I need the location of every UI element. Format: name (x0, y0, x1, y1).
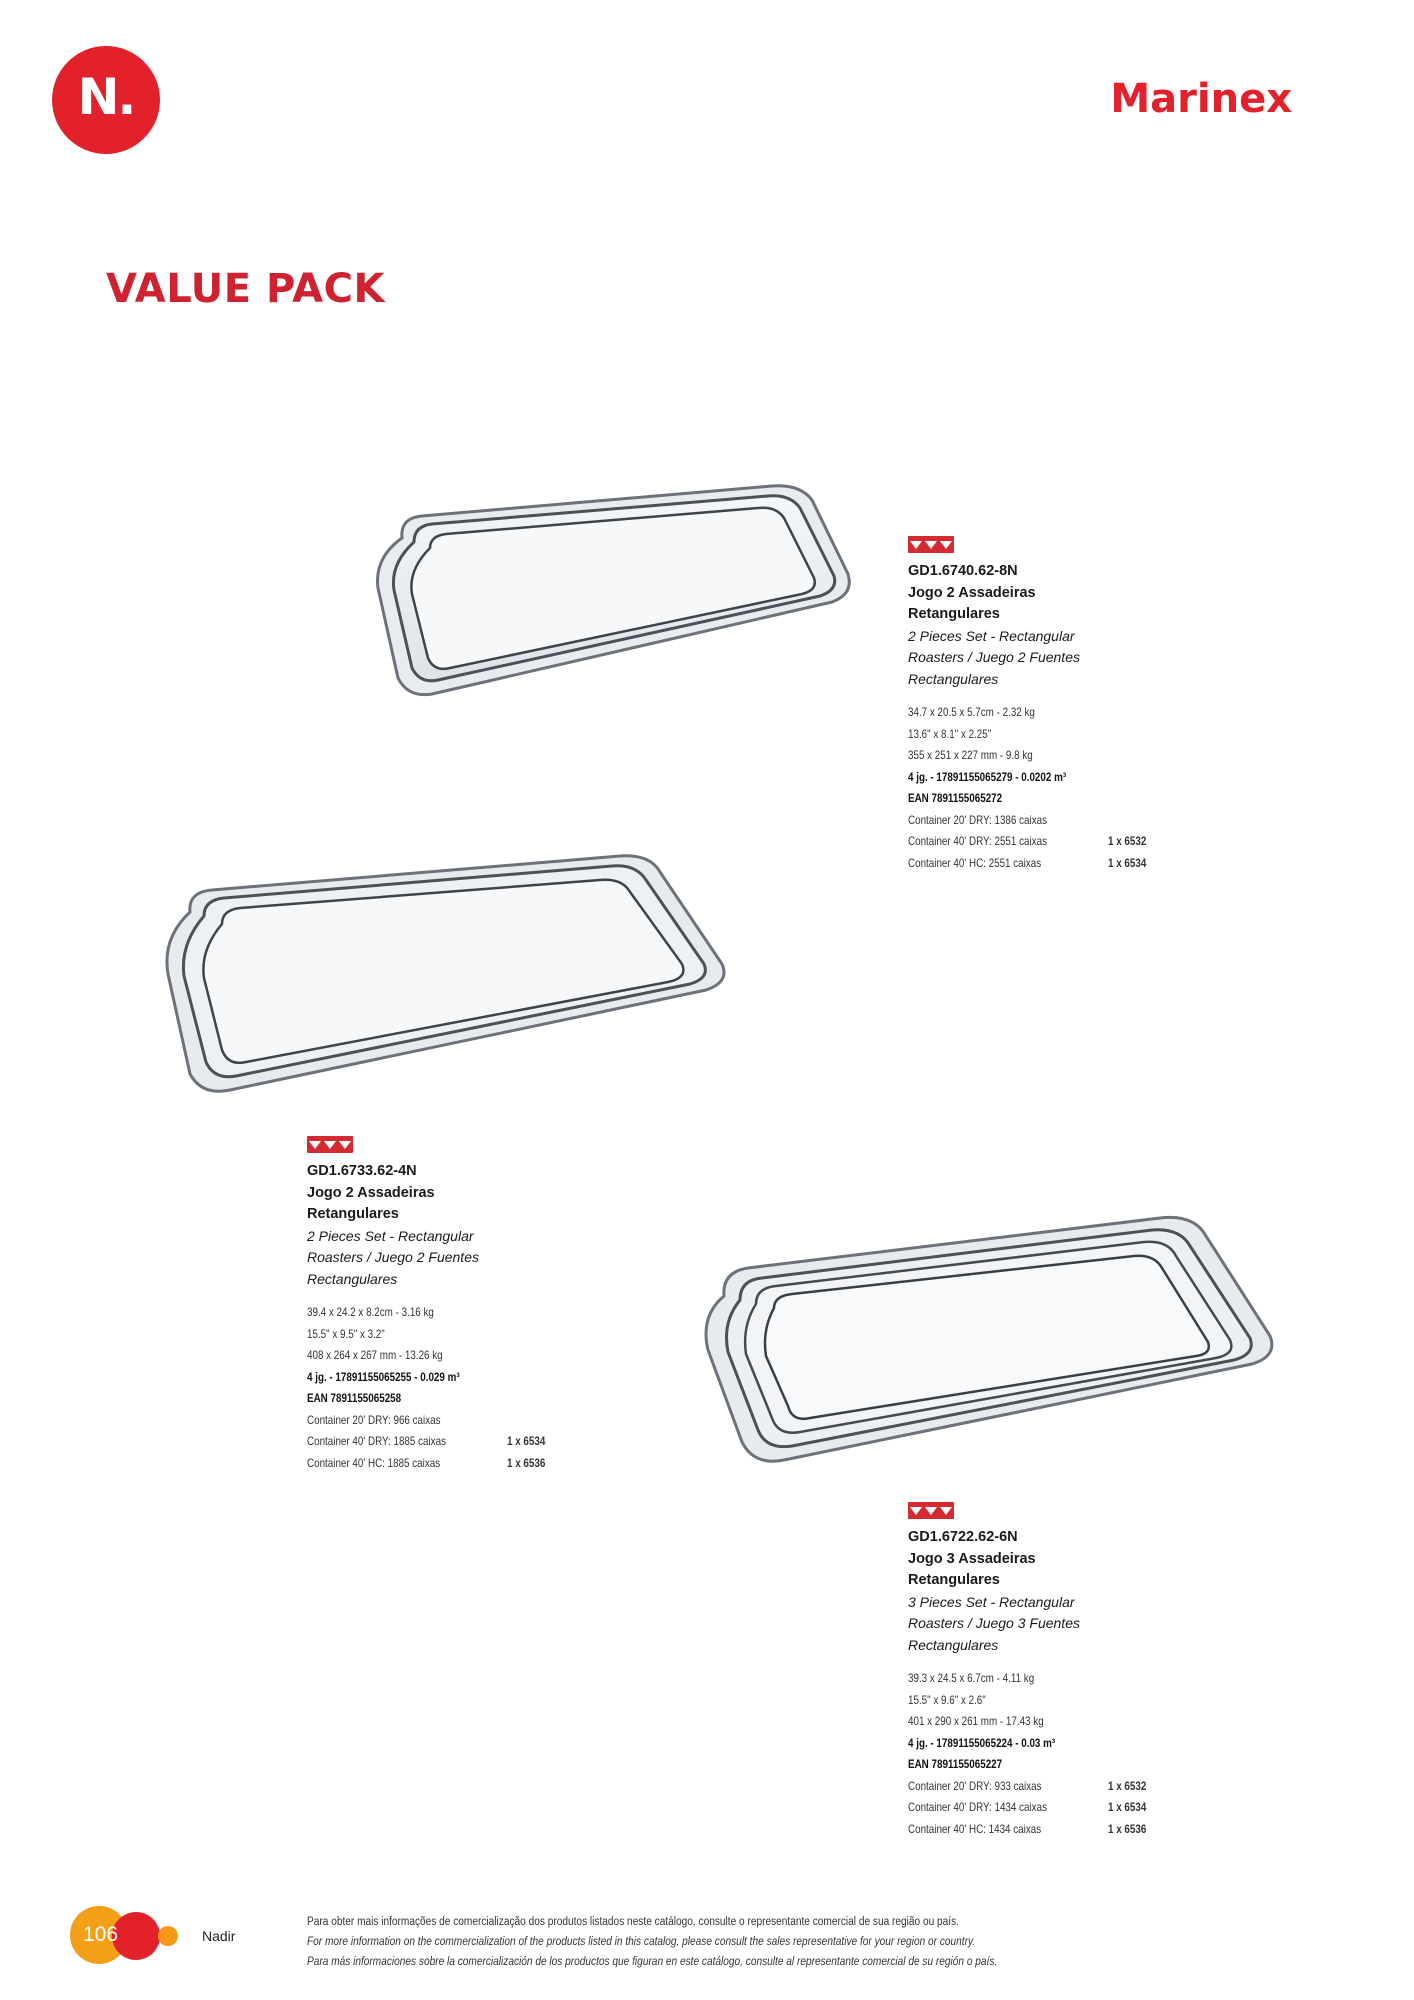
spec-row (908, 1668, 1168, 1690)
spec-text: EAN 7891155065227 (908, 1757, 1003, 1771)
spec-row (908, 788, 1168, 810)
product-name-en: 2 Pieces Set - Rectangular (307, 1227, 474, 1244)
product-image-2-roasters-small (372, 478, 852, 708)
product-name-en-3: Rectangulares (307, 1270, 398, 1287)
spec-text: 4 jg. - 17891155065279 - 0.0202 m³ (908, 769, 1067, 784)
product-info-gd1-6722 (908, 1502, 1168, 1840)
disclaimer (307, 1912, 1091, 1972)
spec-row (307, 1345, 567, 1367)
product-image-2-roasters-large (160, 850, 730, 1100)
spec-qty: 1 x 6536 (1108, 1821, 1147, 1836)
spec-text: Container 40' DRY: 1434 caixas (908, 1800, 1048, 1814)
page-number: 106 (83, 1923, 119, 1946)
quality-badge-icon (908, 536, 954, 553)
spec-text: Container 20' DRY: 1386 caixas (908, 812, 1048, 827)
product-name-en: 3 Pieces Set - Rectangular (908, 1593, 1075, 1610)
product-name-en-2: Roasters / Juego 3 Fuentes (908, 1615, 1080, 1631)
spec-text: 15.5" x 9.6" x 2.6" (908, 1692, 986, 1707)
footer-brand: Nadir (202, 1928, 236, 1944)
spec-row (908, 702, 1168, 724)
spec-text: 39.3 x 24.5 x 6.7cm - 4.11 kg (908, 1671, 1035, 1685)
spec-text: 4 jg. - 17891155065255 - 0.029 m³ (307, 1369, 460, 1384)
spec-list (908, 1668, 1168, 1840)
disclaimer-es: Para más informaciones sobre la comercialización de los productos que figuran en este catálogo, consulte al representante comercial de su región o país. (307, 1956, 998, 1968)
spec-row (908, 1711, 1168, 1733)
spec-row (908, 853, 1168, 875)
spec-row (307, 1453, 567, 1475)
spec-text: 355 x 251 x 227 mm - 9.8 kg (908, 748, 1033, 762)
product-name-pt-2: Retangulares (908, 606, 1000, 622)
product-code: GD1.6740.62-8N (908, 563, 1018, 579)
spec-text: 34.7 x 20.5 x 5.7cm - 2.32 kg (908, 705, 1035, 719)
spec-row (908, 1690, 1168, 1712)
spec-text: Container 20' DRY: 966 caixas (307, 1412, 441, 1427)
spec-text: 408 x 264 x 267 mm - 13.26 kg (307, 1348, 443, 1362)
spec-text: 39.4 x 24.2 x 8.2cm - 3.16 kg (307, 1305, 434, 1319)
product-name-en-3: Rectangulares (908, 1636, 999, 1653)
spec-list (307, 1302, 567, 1474)
spec-text: Container 40' HC: 1434 caixas (908, 1821, 1042, 1836)
spec-row (307, 1302, 567, 1324)
spec-qty: 1 x 6534 (1108, 855, 1147, 870)
spec-text: 15.5" x 9.5" x 3.2" (307, 1326, 385, 1341)
disclaimer-pt: Para obter mais informações de comercialização dos produtos listados neste catálogo, consulte o representante comercial de sua região ou país. (307, 1916, 959, 1928)
spec-qty: 1 x 6534 (507, 1434, 546, 1448)
spec-text: Container 40' HC: 2551 caixas (908, 855, 1042, 870)
quality-badge-icon (908, 1502, 954, 1519)
spec-text: Container 20' DRY: 933 caixas (908, 1778, 1042, 1793)
spec-row (307, 1431, 567, 1453)
product-code: GD1.6722.62-6N (908, 1529, 1018, 1545)
spec-text: EAN 7891155065272 (908, 791, 1003, 805)
spec-text: Container 40' HC: 1885 caixas (307, 1455, 441, 1470)
nadir-logo (52, 46, 160, 154)
spec-list (908, 702, 1168, 874)
spec-row (908, 767, 1168, 789)
product-name-pt-2: Retangulares (908, 1572, 1000, 1588)
spec-row (307, 1410, 567, 1432)
product-name-pt: Jogo 2 Assadeiras (908, 584, 1036, 601)
spec-row (908, 831, 1168, 853)
spec-row (908, 724, 1168, 746)
product-name-en: 2 Pieces Set - Rectangular (908, 627, 1075, 644)
product-name-en-2: Roasters / Juego 2 Fuentes (307, 1249, 479, 1265)
spec-text: EAN 7891155065258 (307, 1391, 402, 1405)
disclaimer-en: For more information on the commercialization of the products listed in this catalog, please consult the sales representative for your region or country. (307, 1936, 976, 1948)
page-title: VALUE PACK (106, 266, 385, 312)
spec-text: 401 x 290 x 261 mm - 17.43 kg (908, 1714, 1044, 1728)
spec-row (908, 1819, 1168, 1841)
product-code: GD1.6733.62-4N (307, 1163, 417, 1179)
quality-badge-icon (307, 1136, 353, 1153)
spec-row (908, 1733, 1168, 1755)
page-number-badge (70, 1906, 190, 1966)
product-name-pt: Jogo 3 Assadeiras (908, 1550, 1036, 1567)
marinex-brand-logo: Marinex (1110, 76, 1292, 122)
spec-qty: 1 x 6536 (507, 1455, 546, 1470)
product-info-gd1-6740 (908, 536, 1168, 874)
product-name-en-2: Roasters / Juego 2 Fuentes (908, 649, 1080, 665)
spec-text: Container 40' DRY: 1885 caixas (307, 1434, 447, 1448)
spec-row (307, 1324, 567, 1346)
spec-row (908, 745, 1168, 767)
spec-qty: 1 x 6534 (1108, 1800, 1147, 1814)
spec-row (908, 1797, 1168, 1819)
product-name-en-3: Rectangulares (908, 670, 999, 687)
spec-row (307, 1388, 567, 1410)
spec-row (908, 810, 1168, 832)
spec-text: 4 jg. - 17891155065224 - 0.03 m³ (908, 1735, 1056, 1750)
spec-qty: 1 x 6532 (1108, 834, 1147, 848)
product-info-gd1-6733 (307, 1136, 567, 1474)
spec-row (307, 1367, 567, 1389)
product-name-pt-2: Retangulares (307, 1206, 399, 1222)
spec-row (908, 1754, 1168, 1776)
spec-text: 13.6" x 8.1" x 2.25" (908, 726, 992, 741)
spec-row (908, 1776, 1168, 1798)
product-image-3-roasters (700, 1210, 1280, 1470)
product-name-pt: Jogo 2 Assadeiras (307, 1184, 435, 1201)
spec-qty: 1 x 6532 (1108, 1778, 1147, 1793)
logo-text: N. (77, 68, 135, 126)
spec-text: Container 40' DRY: 2551 caixas (908, 834, 1048, 848)
